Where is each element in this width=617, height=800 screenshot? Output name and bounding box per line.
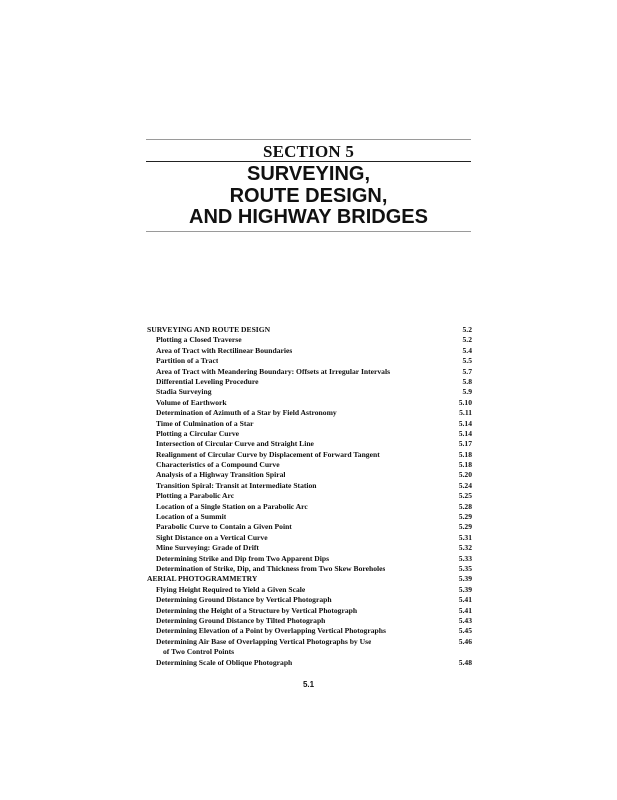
toc-entry-page: 5.8 bbox=[462, 376, 472, 386]
toc-entry-page: 5.2 bbox=[462, 325, 472, 334]
toc-entry bbox=[147, 595, 472, 605]
toc-entry-title: Stadia Surveying bbox=[156, 387, 212, 397]
toc-entry-page: 5.14 bbox=[458, 428, 472, 438]
toc-entry-page: 5.41 bbox=[458, 595, 472, 605]
toc-entry bbox=[147, 637, 472, 647]
toc-entry-title: Determination of Azimuth of a Star by Field Astronomy bbox=[156, 408, 337, 418]
title-line-3: AND HIGHWAY BRIDGES bbox=[189, 206, 428, 228]
toc-heading bbox=[147, 325, 472, 335]
toc-entry bbox=[147, 429, 472, 439]
toc-entry-page: 5.39 bbox=[458, 574, 472, 584]
toc-entry-page: 5.2 bbox=[462, 335, 472, 345]
toc-entry-title: Differential Leveling Procedure bbox=[156, 376, 259, 386]
toc-entry bbox=[147, 491, 472, 501]
toc-entry-title: Determining Scale of Oblique Photograph bbox=[156, 657, 293, 667]
toc-entry-title: Analysis of a Highway Transition Spiral bbox=[156, 470, 286, 480]
toc-entry-title: Plotting a Closed Traverse bbox=[156, 335, 242, 345]
toc-entry bbox=[147, 398, 472, 408]
middle-rule bbox=[146, 161, 471, 162]
toc-entry bbox=[147, 658, 472, 668]
toc-entry-title: Sight Distance on a Vertical Curve bbox=[156, 532, 268, 542]
toc-entry-title: Location of a Summit bbox=[156, 512, 227, 522]
toc-entry-title: of Two Control Points bbox=[163, 647, 235, 657]
toc-entry-page: 5.25 bbox=[458, 491, 472, 501]
toc-entry-title: Volume of Earthwork bbox=[156, 397, 227, 407]
toc-entry-page: 5.18 bbox=[458, 449, 472, 459]
toc-entry-title: Area of Tract with Rectilinear Boundaries bbox=[156, 345, 293, 355]
toc-entry-page: 5.48 bbox=[458, 657, 472, 667]
toc-entry-title: Determining Ground Distance by Vertical Photograph bbox=[156, 595, 332, 605]
toc-entry-page: 5.5 bbox=[462, 356, 472, 366]
toc-entry-title: SURVEYING AND ROUTE DESIGN bbox=[147, 325, 271, 334]
toc-entry-title: Parabolic Curve to Contain a Given Point bbox=[156, 522, 292, 532]
toc-entry-page: 5.43 bbox=[458, 615, 472, 625]
toc-entry-title: Characteristics of a Compound Curve bbox=[156, 460, 280, 470]
toc-entry-page: 5.33 bbox=[458, 553, 472, 563]
toc-entry-title: Determining Ground Distance by Tilted Photograph bbox=[156, 615, 326, 625]
toc-entry bbox=[147, 606, 472, 616]
toc-entry-title: Determination of Strike, Dip, and Thickness from Two Skew Boreholes bbox=[156, 563, 386, 573]
toc-entry-title: Transition Spiral: Transit at Intermediate Station bbox=[156, 480, 317, 490]
toc-entry bbox=[147, 367, 472, 377]
toc-entry-page: 5.17 bbox=[458, 439, 472, 449]
toc-entry-page: 5.11 bbox=[459, 408, 472, 418]
toc-entry bbox=[147, 543, 472, 553]
toc-entry-page: 5.24 bbox=[458, 480, 472, 490]
toc-entry bbox=[147, 470, 472, 480]
toc-entry-page: 5.29 bbox=[458, 512, 472, 522]
toc-entry-title: Plotting a Circular Curve bbox=[156, 428, 240, 438]
toc-entry bbox=[147, 554, 472, 564]
toc-entry-page: 5.7 bbox=[462, 366, 472, 376]
toc-entry-title: Location of a Single Station on a Parabolic Arc bbox=[156, 501, 308, 511]
toc-entry bbox=[147, 564, 472, 574]
toc-entry bbox=[147, 512, 472, 522]
toc-entry-title: Determining Air Base of Overlapping Vertical Photographs by Use bbox=[156, 636, 372, 646]
toc-entry bbox=[147, 522, 472, 532]
bottom-rule bbox=[146, 231, 471, 232]
toc-entry-page: 5.41 bbox=[458, 605, 472, 615]
toc-entry-page: 5.28 bbox=[458, 501, 472, 511]
toc-entry-title: AERIAL PHOTOGRAMMETRY bbox=[147, 574, 258, 584]
toc-entry bbox=[147, 408, 472, 418]
toc-entry-title: Determining the Height of a Structure by Vertical Photograph bbox=[156, 605, 358, 615]
toc-entry bbox=[147, 450, 472, 460]
toc-heading bbox=[147, 574, 472, 584]
toc-entry-title: Flying Height Required to Yield a Given Scale bbox=[156, 584, 306, 594]
toc-entry bbox=[147, 481, 472, 491]
toc-entry bbox=[147, 387, 472, 397]
table-of-contents bbox=[147, 325, 472, 668]
toc-entry-page: 5.31 bbox=[458, 532, 472, 542]
toc-entry-title: Partition of a Tract bbox=[156, 356, 219, 366]
toc-entry-page: 5.9 bbox=[462, 387, 472, 397]
toc-entry bbox=[147, 335, 472, 345]
toc-entry-title: Intersection of Circular Curve and Straight Line bbox=[156, 439, 314, 449]
toc-entry-page: 5.10 bbox=[458, 397, 472, 407]
title-line-2: ROUTE DESIGN, bbox=[229, 184, 388, 207]
toc-entry bbox=[147, 585, 472, 595]
toc-entry bbox=[147, 460, 472, 470]
section-title bbox=[146, 164, 471, 229]
toc-entry-page: 5.4 bbox=[462, 345, 472, 355]
toc-entry bbox=[147, 346, 472, 356]
toc-entry-title: Area of Tract with Meandering Boundary: Offsets at Irregular Intervals bbox=[156, 366, 391, 376]
section-label: SECTION 5 bbox=[262, 142, 355, 161]
toc-entry bbox=[147, 626, 472, 636]
toc-entry bbox=[147, 356, 472, 366]
toc-entry-title: Mine Surveying: Grade of Drift bbox=[156, 543, 259, 553]
toc-entry bbox=[147, 502, 472, 512]
page-number: 5.1 bbox=[302, 680, 315, 689]
toc-entry bbox=[147, 647, 472, 657]
toc-entry-page: 5.18 bbox=[458, 460, 472, 470]
toc-entry-page: 5.14 bbox=[458, 418, 472, 428]
toc-entry-title: Determining Strike and Dip from Two Apparent Dips bbox=[156, 553, 330, 563]
toc-entry bbox=[147, 439, 472, 449]
toc-entry bbox=[147, 616, 472, 626]
toc-entry-page: 5.35 bbox=[458, 563, 472, 573]
toc-entry-page: 5.29 bbox=[458, 522, 472, 532]
toc-entry-title: Time of Culmination of a Star bbox=[156, 418, 254, 428]
toc-entry-title: Plotting a Parabolic Arc bbox=[156, 491, 235, 501]
toc-entry-page: 5.32 bbox=[458, 543, 472, 553]
toc-entry-page: 5.20 bbox=[458, 470, 472, 480]
toc-entry-page: 5.39 bbox=[458, 584, 472, 594]
title-line-1: SURVEYING, bbox=[247, 163, 370, 185]
toc-entry bbox=[147, 377, 472, 387]
toc-entry bbox=[147, 419, 472, 429]
toc-entry-title: Determining Elevation of a Point by Overlapping Vertical Photographs bbox=[156, 626, 386, 636]
toc-entry bbox=[147, 533, 472, 543]
toc-entry-page: 5.45 bbox=[458, 626, 472, 636]
toc-entry-title: Realignment of Circular Curve by Displacement of Forward Tangent bbox=[156, 449, 380, 459]
top-rule bbox=[146, 139, 471, 140]
toc-entry-page: 5.46 bbox=[458, 636, 472, 646]
